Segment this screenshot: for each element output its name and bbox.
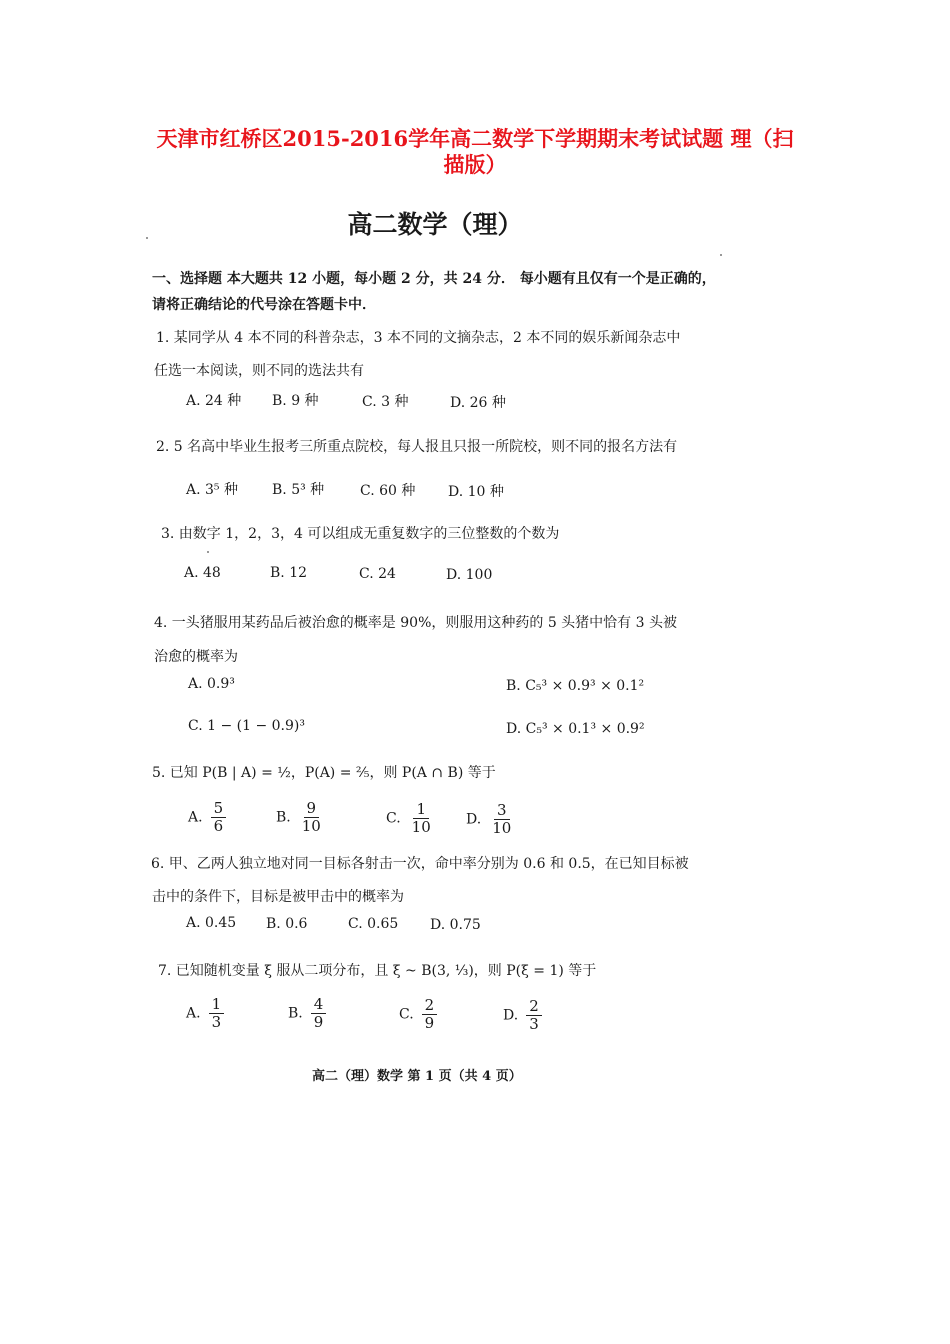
question-6-text: 6. 甲、乙两人独立地对同一目标各射击一次，命中率分别为 0.6 和 0.5，在已知目标被 xyxy=(151,856,689,872)
q6-option-d[interactable]: D. 0.75 xyxy=(430,917,481,933)
q2-option-c[interactable]: C. 60 种 xyxy=(360,483,416,499)
q5-option-c-fraction xyxy=(409,801,434,836)
q7-option-d-label: D. xyxy=(503,1007,519,1024)
q3-option-d[interactable]: D. 100 xyxy=(446,567,493,583)
document-title-line1: 天津市红桥区2015-2016学年高二数学下学期期末考试试题 理（扫 xyxy=(156,126,794,151)
q7-option-c-label: C. xyxy=(399,1006,414,1023)
q6-option-b[interactable]: B. 0.6 xyxy=(266,916,308,932)
q5-option-b-fraction xyxy=(299,800,324,835)
q5-option-a[interactable] xyxy=(188,800,226,835)
fraction-numerator: 2 xyxy=(526,998,542,1016)
q1-option-c[interactable]: C. 3 种 xyxy=(362,394,409,410)
q3-option-b[interactable]: B. 12 xyxy=(270,565,308,581)
q5-option-b-label: B. xyxy=(276,809,291,826)
q5-option-d[interactable] xyxy=(466,802,514,837)
fraction-denominator: 9 xyxy=(424,1014,435,1032)
question-6-text-cont: 击中的条件下，目标是被甲击中的概率为 xyxy=(152,889,404,905)
question-7-text: 7. 已知随机变量 ξ 服从二项分布，且 ξ ~ B(3, ⅓)，则 P(ξ = 1) 等于 xyxy=(158,963,597,979)
q7-option-c[interactable] xyxy=(399,997,437,1032)
q4-option-a[interactable]: A. 0.9³ xyxy=(188,676,235,692)
fraction-numerator: 4 xyxy=(311,996,327,1014)
scan-speck xyxy=(720,254,722,256)
fraction-denominator: 10 xyxy=(492,819,512,837)
fraction-denominator: 10 xyxy=(301,817,321,835)
q4-option-b[interactable]: B. C₅³ × 0.9³ × 0.1² xyxy=(506,678,645,694)
question-4-text-cont: 治愈的概率为 xyxy=(154,649,238,665)
question-1-text: 1. 某同学从 4 本不同的科普杂志，3 本不同的文摘杂志，2 本不同的娱乐新闻杂志中 xyxy=(156,330,681,346)
q5-option-b[interactable] xyxy=(276,800,324,835)
fraction-denominator: 10 xyxy=(411,818,431,836)
q7-option-a-label: A. xyxy=(186,1005,201,1022)
q3-option-a[interactable]: A. 48 xyxy=(184,565,221,581)
fraction-denominator: 9 xyxy=(313,1013,324,1031)
document-title-line2: 描版） xyxy=(443,152,507,177)
q2-option-b[interactable]: B. 5³ 种 xyxy=(272,482,325,498)
q7-option-b-label: B. xyxy=(288,1005,303,1022)
q7-option-d-fraction xyxy=(526,998,542,1033)
q4-option-c[interactable]: C. 1 − (1 − 0.9)³ xyxy=(188,718,305,734)
scan-speck xyxy=(146,237,148,239)
section-heading-line2: 请将正确结论的代号涂在答题卡中． xyxy=(152,297,376,313)
question-5-text: 5. 已知 P(B | A) = ½，P(A) = ⅖，则 P(A ∩ B) 等于 xyxy=(152,765,496,781)
question-2-text: 2. 5 名高中毕业生报考三所重点院校，每人报且只报一所院校，则不同的报名方法有 xyxy=(156,439,678,455)
question-4-text: 4. 一头猪服用某药品后被治愈的概率是 90%，则服用这种药的 5 头猪中恰有 3 头被 xyxy=(154,615,677,631)
q5-option-c[interactable] xyxy=(386,801,434,836)
fraction-denominator: 3 xyxy=(211,1013,222,1031)
q7-option-a-fraction xyxy=(209,996,225,1031)
q7-option-b[interactable] xyxy=(288,996,326,1031)
fraction-numerator: 2 xyxy=(422,997,438,1015)
q2-option-a[interactable]: A. 3⁵ 种 xyxy=(186,482,238,498)
fraction-numerator: 3 xyxy=(494,802,510,820)
q4-option-d[interactable]: D. C₅³ × 0.1³ × 0.9² xyxy=(506,721,645,737)
q1-option-a[interactable]: A. 24 种 xyxy=(186,393,242,409)
q5-option-a-label: A. xyxy=(188,809,203,826)
page-footer: 高二（理）数学 第 1 页（共 4 页） xyxy=(312,1069,522,1084)
fraction-numerator: 5 xyxy=(211,800,227,818)
question-1-text-cont: 任选一本阅读，则不同的选法共有 xyxy=(154,363,364,379)
fraction-numerator: 9 xyxy=(304,800,320,818)
question-3-text: 3. 由数字 1，2，3，4 可以组成无重复数字的三位整数的个数为 xyxy=(161,526,560,542)
q5-option-d-label: D. xyxy=(466,811,482,828)
q5-option-d-fraction xyxy=(489,802,514,837)
q6-option-a[interactable]: A. 0.45 xyxy=(186,915,237,931)
section-heading-line1: 一、选择题 本大题共 12 小题，每小题 2 分，共 24 分． 每小题有且仅有一个是正确的， xyxy=(152,271,716,287)
q7-option-a[interactable] xyxy=(186,996,224,1031)
exam-title: 高二数学（理） xyxy=(347,210,523,239)
q5-option-c-label: C. xyxy=(386,810,401,827)
q7-option-d[interactable] xyxy=(503,998,542,1033)
fraction-numerator: 1 xyxy=(209,996,225,1014)
q1-option-d[interactable]: D. 26 种 xyxy=(450,395,506,411)
q5-option-a-fraction xyxy=(211,800,227,835)
q3-option-c[interactable]: C. 24 xyxy=(359,566,396,582)
q6-option-c[interactable]: C. 0.65 xyxy=(348,916,399,932)
q7-option-b-fraction xyxy=(311,996,327,1031)
fraction-denominator: 3 xyxy=(529,1015,539,1033)
scan-speck xyxy=(207,551,209,553)
fraction-numerator: 1 xyxy=(413,801,429,819)
q7-option-c-fraction xyxy=(422,997,438,1032)
q1-option-b[interactable]: B. 9 种 xyxy=(272,393,319,409)
fraction-denominator: 6 xyxy=(213,817,224,835)
q2-option-d[interactable]: D. 10 种 xyxy=(448,484,504,500)
